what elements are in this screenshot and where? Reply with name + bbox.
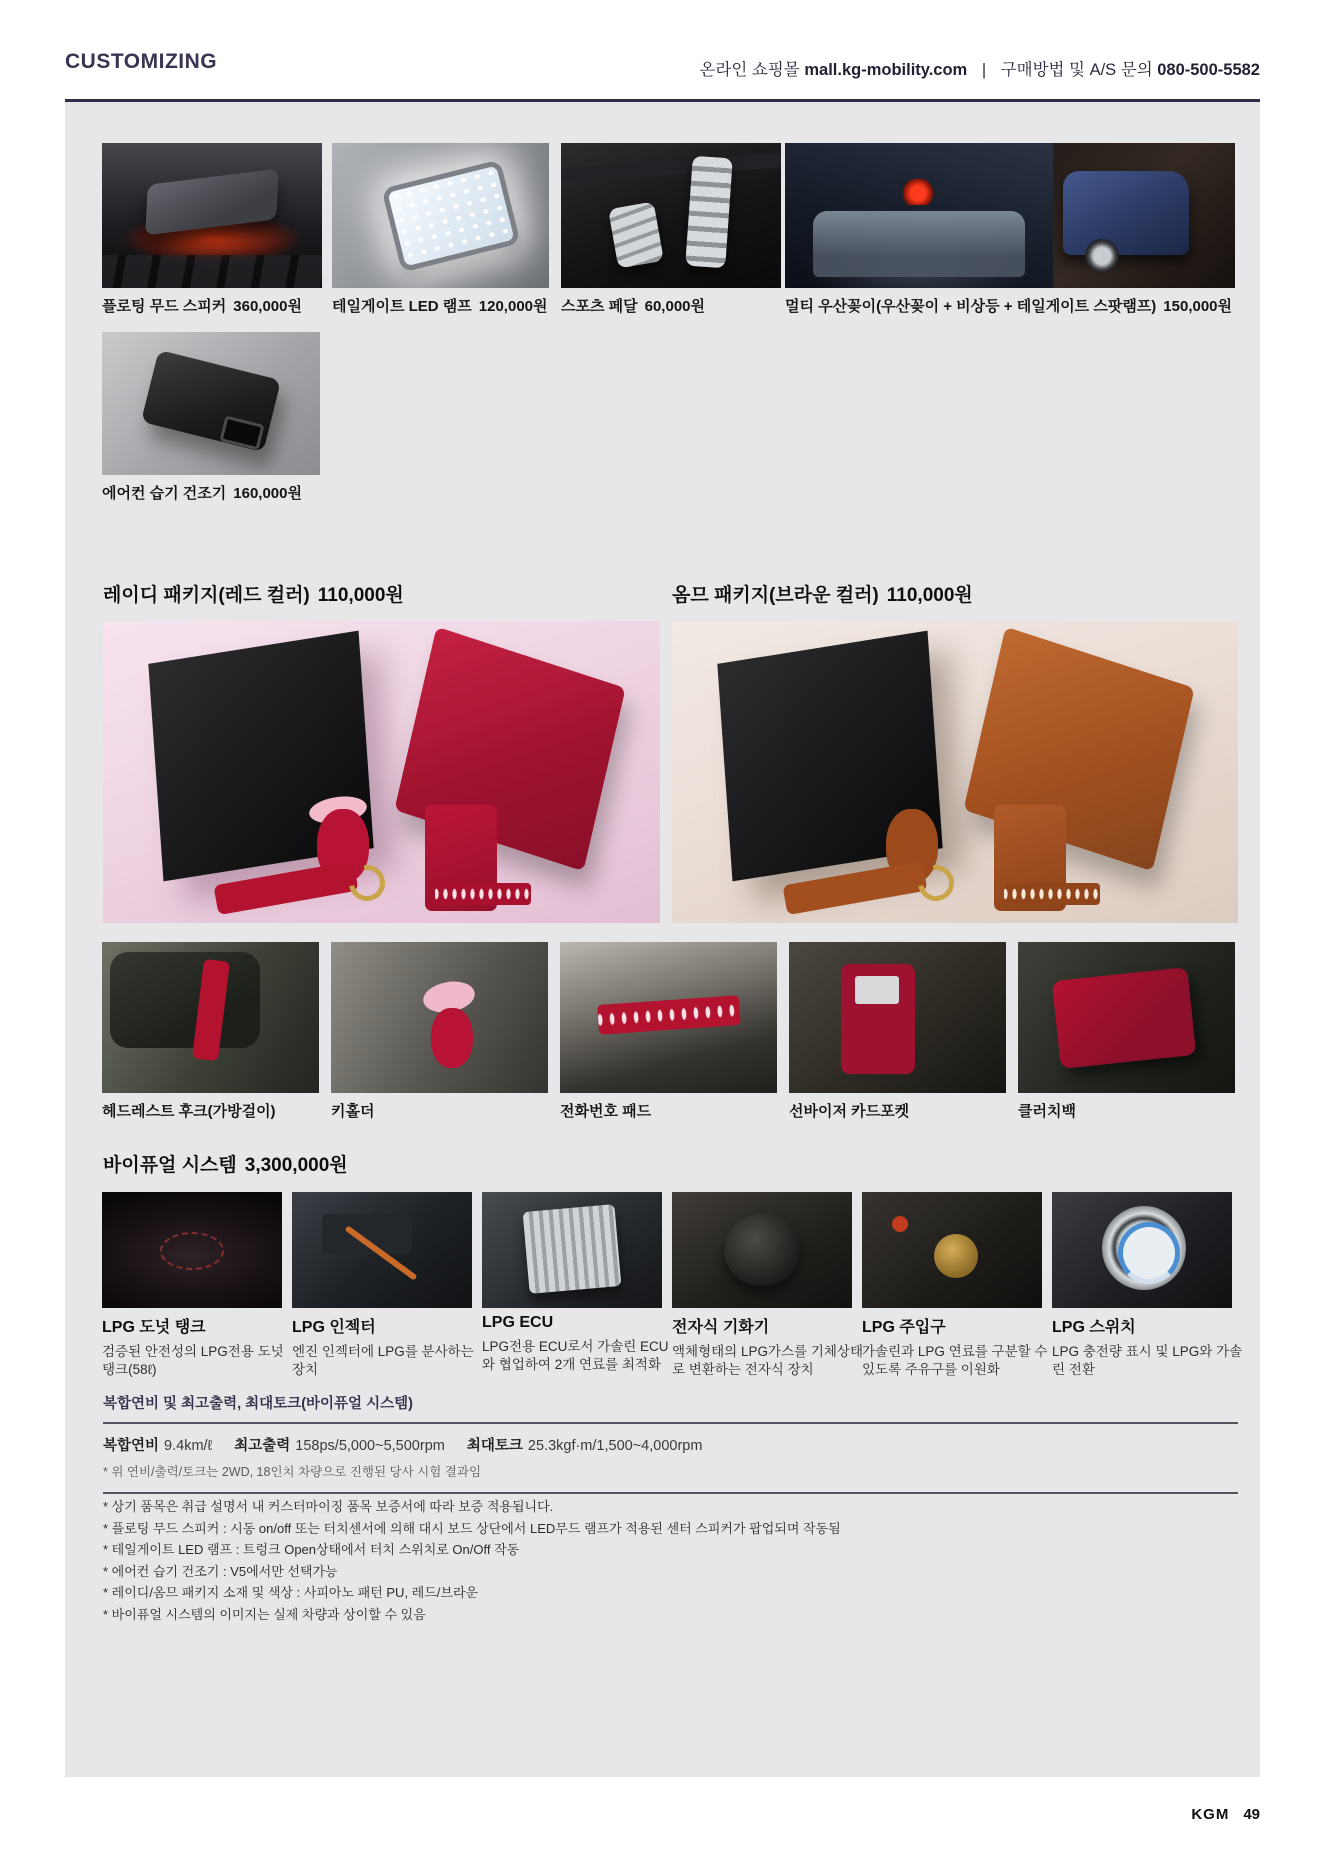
tank-outline-shape bbox=[160, 1232, 224, 1270]
spec-rule-bottom bbox=[103, 1492, 1238, 1494]
max-power-label: 최고출력 bbox=[234, 1438, 291, 1454]
engine-block-shape bbox=[322, 1214, 412, 1254]
bifuel-item bbox=[1052, 1314, 1244, 1379]
product-name: 테일게이트 LED 램프 bbox=[332, 298, 472, 315]
bifuel-item-name: LPG 주입구 bbox=[862, 1319, 946, 1336]
product-price: 360,000원 bbox=[233, 298, 302, 315]
package-title: 레이디 패키지(레드 컬러) bbox=[103, 585, 310, 606]
photo-phone-number-pad bbox=[560, 942, 777, 1093]
product-price: 120,000원 bbox=[478, 298, 548, 315]
bifuel-price: 3,300,000원 bbox=[244, 1155, 348, 1176]
photo-key-holder bbox=[331, 942, 548, 1093]
pedal-bar-shape bbox=[561, 153, 781, 182]
photo-lpg-donut-tank bbox=[102, 1192, 282, 1308]
package-price: 110,000원 bbox=[886, 585, 973, 606]
photo-lpg-ecu bbox=[482, 1192, 662, 1308]
photo-homme-package bbox=[672, 621, 1238, 923]
item-caption bbox=[1018, 1100, 1076, 1121]
bifuel-item-desc: LPG 충전량 표시 및 LPG와 가솔린 전환 bbox=[1052, 1344, 1243, 1378]
shop-label: 온라인 쇼핑몰 bbox=[699, 61, 800, 79]
product-caption bbox=[785, 295, 1232, 316]
number-pad-shape bbox=[597, 995, 741, 1035]
item-name: 헤드레스트 후크(가방걸이) bbox=[102, 1103, 276, 1120]
bifuel-item-name: LPG 스위치 bbox=[1052, 1319, 1136, 1336]
bifuel-item-desc: 가솔린과 LPG 연료를 구분할 수 있도록 주유구를 이원화 bbox=[862, 1344, 1048, 1378]
item-name: 선바이저 카드포켓 bbox=[789, 1103, 910, 1120]
item-caption bbox=[102, 1100, 276, 1121]
dash-grille-shape bbox=[102, 255, 322, 288]
product-name: 에어컨 습기 건조기 bbox=[102, 485, 227, 502]
blue-gauge-shape bbox=[1118, 1222, 1180, 1284]
tailgate-glass-shape bbox=[813, 211, 1025, 277]
spec-values bbox=[103, 1434, 1238, 1455]
bifuel-item-name: LPG 인젝터 bbox=[292, 1319, 376, 1336]
number-pad-shape bbox=[435, 883, 531, 905]
photo-electronic-vaporizer bbox=[672, 1192, 852, 1308]
bifuel-item bbox=[672, 1314, 864, 1379]
item-name: 키홀더 bbox=[331, 1103, 375, 1120]
max-torque-value: 25.3kgf·m/1,500~4,000rpm bbox=[527, 1438, 703, 1454]
bifuel-item bbox=[102, 1314, 294, 1379]
page-footer bbox=[1191, 1806, 1260, 1823]
photo-multi-umbrella-holder bbox=[785, 143, 1235, 288]
brass-fitting-shape bbox=[934, 1234, 978, 1278]
footnote-line: * 바이퓨얼 시스템의 이미지는 실제 차량과 상이할 수 있음 bbox=[103, 1606, 426, 1622]
bifuel-item-desc: 엔진 인젝터에 LPG를 분사하는 장치 bbox=[292, 1344, 474, 1378]
header-divider: | bbox=[981, 61, 987, 79]
bifuel-item bbox=[292, 1314, 484, 1379]
led-lamp-shape bbox=[381, 160, 520, 273]
shop-url: mall.kg-mobility.com bbox=[804, 61, 968, 79]
bifuel-item-name: 전자식 기화기 bbox=[672, 1319, 770, 1336]
photo-lpg-filler bbox=[862, 1192, 1042, 1308]
page-title: CUSTOMIZING bbox=[65, 50, 218, 73]
item-caption bbox=[560, 1100, 651, 1121]
card-shape bbox=[855, 976, 899, 1004]
photo-lpg-injector bbox=[292, 1192, 472, 1308]
clutch-bag-shape bbox=[1052, 967, 1196, 1069]
bifuel-heading bbox=[103, 1150, 348, 1177]
number-pad-shape bbox=[1004, 883, 1100, 905]
max-power-value: 158ps/5,000~5,500rpm bbox=[295, 1438, 445, 1454]
bifuel-item bbox=[482, 1314, 674, 1374]
contact-label: 구매방법 및 A/S 문의 bbox=[1000, 61, 1153, 79]
spec-title: 복합연비 및 최고출력, 최대토크(바이퓨얼 시스템) bbox=[103, 1396, 413, 1412]
brake-pedal-shape bbox=[608, 201, 664, 268]
photo-clutch-bag bbox=[1018, 942, 1235, 1093]
bifuel-title: 바이퓨얼 시스템 bbox=[103, 1155, 237, 1176]
vaporizer-shape bbox=[724, 1214, 800, 1286]
bifuel-item bbox=[862, 1314, 1054, 1379]
spec-rule-top bbox=[103, 1422, 1238, 1424]
bifuel-item-desc: 검증된 안전성의 LPG전용 도넛 탱크(58ℓ) bbox=[102, 1344, 284, 1378]
photo-sport-pedals bbox=[561, 143, 781, 288]
header-contact-line bbox=[700, 56, 1260, 80]
homme-package-heading bbox=[672, 580, 973, 607]
fuel-economy-label: 복합연비 bbox=[103, 1438, 160, 1454]
footnote-line: * 에어컨 습기 건조기 : V5에서만 선택가능 bbox=[103, 1563, 338, 1579]
spec-block bbox=[103, 1392, 1238, 1494]
product-caption bbox=[332, 295, 548, 316]
product-caption bbox=[102, 482, 302, 503]
product-caption bbox=[102, 295, 302, 316]
product-name: 플로팅 무드 스피커 bbox=[102, 298, 227, 315]
photo-floating-mood-speaker bbox=[102, 143, 322, 288]
footnote-line: * 레이디/옴므 패키지 소재 및 색상 : 사피아노 패턴 PU, 레드/브라운 bbox=[103, 1585, 479, 1600]
photo-headrest-hook bbox=[102, 942, 319, 1093]
photo-tailgate-led-lamp bbox=[332, 143, 549, 288]
brand-mark: KGM bbox=[1191, 1806, 1230, 1823]
ecu-box-shape bbox=[523, 1204, 622, 1294]
bifuel-item-name: LPG ECU bbox=[482, 1314, 554, 1331]
product-price: 150,000원 bbox=[1163, 298, 1233, 315]
photo-lpg-switch bbox=[1052, 1192, 1232, 1308]
footnote-line: * 테일게이트 LED 램프 : 트렁크 Open상태에서 터치 스위치로 On/Off 작동 bbox=[103, 1542, 520, 1557]
spec-note: * 위 연비/출력/토크는 2WD, 18인치 차량으로 진행된 당사 시험 결과임 bbox=[103, 1465, 482, 1479]
lady-package-heading bbox=[103, 580, 404, 607]
speaker-pad-shape bbox=[145, 169, 279, 236]
key-fob-shape bbox=[431, 1008, 473, 1068]
product-name: 멀티 우산꽂이(우산꽂이 + 비상등 + 테일게이트 스팟램프) bbox=[785, 298, 1157, 315]
footnote-line: * 플로팅 무드 스피커 : 시동 on/off 또는 터치센서에 의해 대시 보드 상단에서 LED무드 램프가 적용된 센터 스피커가 팝업되며 작동됨 bbox=[103, 1520, 841, 1536]
package-price: 110,000원 bbox=[317, 585, 404, 606]
photo-lady-package bbox=[103, 621, 660, 923]
product-name: 스포츠 페달 bbox=[561, 298, 638, 315]
blue-suv-shape bbox=[1063, 171, 1189, 255]
footnote-line: * 상기 품목은 취급 설명서 내 커스터마이징 품목 보증서에 따라 보증 적용됩니다. bbox=[103, 1499, 554, 1514]
item-name: 클러치백 bbox=[1018, 1103, 1076, 1120]
product-price: 160,000원 bbox=[233, 485, 302, 502]
product-caption bbox=[561, 295, 705, 316]
hazard-lamp-shape bbox=[903, 179, 933, 205]
item-caption bbox=[789, 1100, 909, 1121]
max-torque-label: 최대토크 bbox=[466, 1438, 523, 1454]
product-price: 60,000원 bbox=[644, 298, 705, 315]
suv-wheel-shape bbox=[1085, 239, 1119, 273]
bifuel-item-desc: 액체형태의 LPG가스를 기체상태로 변환하는 전자식 장치 bbox=[672, 1344, 864, 1378]
bifuel-item-name: LPG 도넛 탱크 bbox=[102, 1319, 206, 1336]
footnotes bbox=[103, 1496, 1238, 1625]
fuel-economy-value: 9.4km/ℓ bbox=[164, 1438, 213, 1454]
photo-aircon-dehumidifier bbox=[102, 332, 320, 475]
bifuel-item-desc: LPG전용 ECU로서 가솔린 ECU와 협업하여 2개 연료를 최적화 bbox=[482, 1339, 669, 1373]
item-caption bbox=[331, 1100, 374, 1121]
package-title: 옴므 패키지(브라운 컬러) bbox=[672, 585, 879, 606]
item-name: 전화번호 패드 bbox=[560, 1103, 652, 1120]
contact-phone: 080-500-5582 bbox=[1157, 61, 1260, 79]
red-cap-shape bbox=[892, 1216, 908, 1232]
accel-pedal-shape bbox=[685, 156, 733, 269]
page-number: 49 bbox=[1243, 1806, 1260, 1823]
photo-sunvisor-card-pocket bbox=[789, 942, 1006, 1093]
seat-shape bbox=[110, 952, 260, 1048]
content-panel bbox=[65, 102, 1260, 1777]
